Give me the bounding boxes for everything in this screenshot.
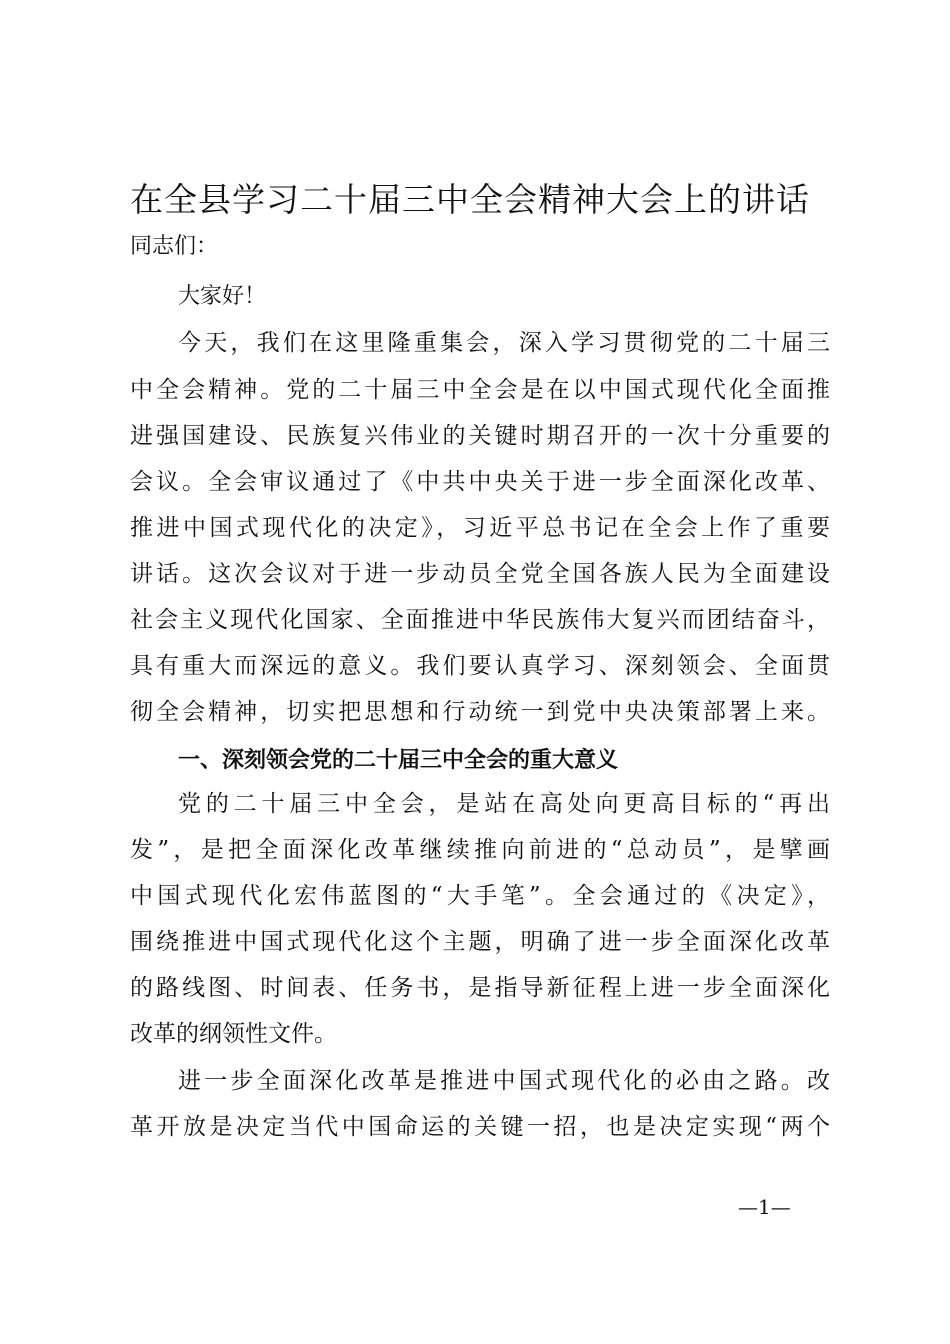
document-title: 在全县学习二十届三中全会精神大会上的讲话 (130, 180, 810, 219)
paragraph-line: 改革的纲领性文件。 (130, 1021, 337, 1047)
paragraph-line: 中全会精神。党的二十届三中全会是在以中国式现代化全面推 (130, 377, 830, 403)
paragraph-line: 党的二十届三中全会，是站在高处向更高目标的“再出 (178, 791, 830, 817)
paragraph-line: 彻全会精神，切实把思想和行动统一到党中央决策部署上来。 (130, 699, 830, 725)
page-number: —1— (738, 1195, 791, 1219)
paragraph-line: 进强国建设、民族复兴伟业的关键时期召开的一次十分重要的 (130, 423, 830, 449)
paragraph-line: 进一步全面深化改革是推进中国式现代化的必由之路。改 (178, 1068, 830, 1094)
paragraph-line: 发”，是把全面深化改革继续推向前进的“总动员”，是擘画 (130, 837, 830, 863)
paragraph-line: 社会主义现代化国家、全面推进中华民族伟大复兴而团结奋斗， (130, 607, 830, 633)
salutation: 大家好！ (178, 284, 267, 309)
paragraph-line: 推进中国式现代化的决定》，习近平总书记在全会上作了重要 (130, 515, 830, 541)
paragraph-line: 会议。全会审议通过了《中共中央关于进一步全面深化改革、 (130, 469, 830, 495)
paragraph-line: 今天，我们在这里隆重集会，深入学习贯彻党的二十届三 (178, 330, 830, 356)
greeting: 同志们： (130, 234, 219, 259)
paragraph-line: 围绕推进中国式现代化这个主题，明确了进一步全面深化改革 (130, 929, 830, 955)
paragraph-line: 讲话。这次会议对于进一步动员全党全国各族人民为全面建设 (130, 561, 830, 587)
section-heading: 一、深刻领会党的二十届三中全会的重大意义 (178, 748, 619, 773)
paragraph-line: 中国式现代化宏伟蓝图的“大手笔”。全会通过的《决定》， (130, 883, 830, 909)
paragraph-line: 具有重大而深远的意义。我们要认真学习、深刻领会、全面贯 (130, 653, 830, 679)
paragraph-line: 革开放是决定当代中国命运的关键一招，也是决定实现“两个 (130, 1114, 830, 1140)
paragraph-line: 的路线图、时间表、任务书，是指导新征程上进一步全面深化 (130, 975, 830, 1001)
